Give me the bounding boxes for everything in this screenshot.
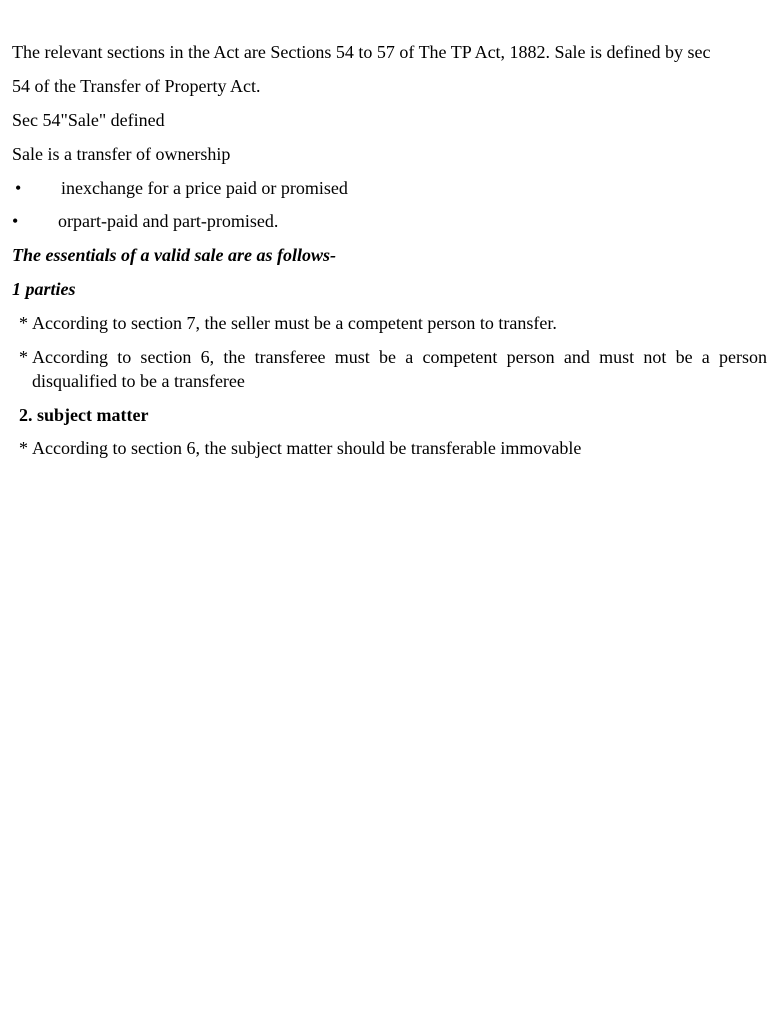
asterisk-mark: * bbox=[19, 347, 28, 367]
point-text: According to section 6, the transferee must be a competent person and must not be a person disqualified to be a transferee bbox=[32, 347, 767, 391]
point-text: According to section 6, the subject matter should be transferable immovable bbox=[32, 438, 582, 458]
intro-paragraph: The relevant sections in the Act are Sections 54 to 57 of The TP Act, 1882. Sale is defined by sec bbox=[12, 42, 711, 62]
essentials-heading: The essentials of a valid sale are as follows- bbox=[12, 245, 336, 265]
subject-heading: 2. subject matter bbox=[19, 405, 149, 425]
bullet-mark: • bbox=[15, 178, 22, 198]
bullet-item bbox=[12, 176, 767, 200]
document-page bbox=[12, 40, 767, 460]
definition-text: Sale is a transfer of ownership bbox=[12, 144, 231, 164]
bullet-text: inexchange for a price paid or promised bbox=[61, 178, 348, 198]
parties-point bbox=[12, 345, 767, 393]
asterisk-mark: * bbox=[19, 313, 28, 333]
asterisk-mark: * bbox=[19, 438, 28, 458]
intro-continuation: 54 of the Transfer of Property Act. bbox=[12, 76, 261, 96]
section-heading: Sec 54"Sale" defined bbox=[12, 110, 165, 130]
bullet-mark: • bbox=[12, 211, 19, 231]
bullet-text: orpart-paid and part-promised. bbox=[58, 211, 279, 231]
parties-heading: 1 parties bbox=[12, 279, 76, 299]
bullet-item bbox=[12, 209, 767, 233]
subject-point bbox=[12, 436, 767, 460]
point-text: According to section 7, the seller must be a competent person to transfer. bbox=[32, 313, 557, 333]
parties-point bbox=[12, 311, 767, 335]
